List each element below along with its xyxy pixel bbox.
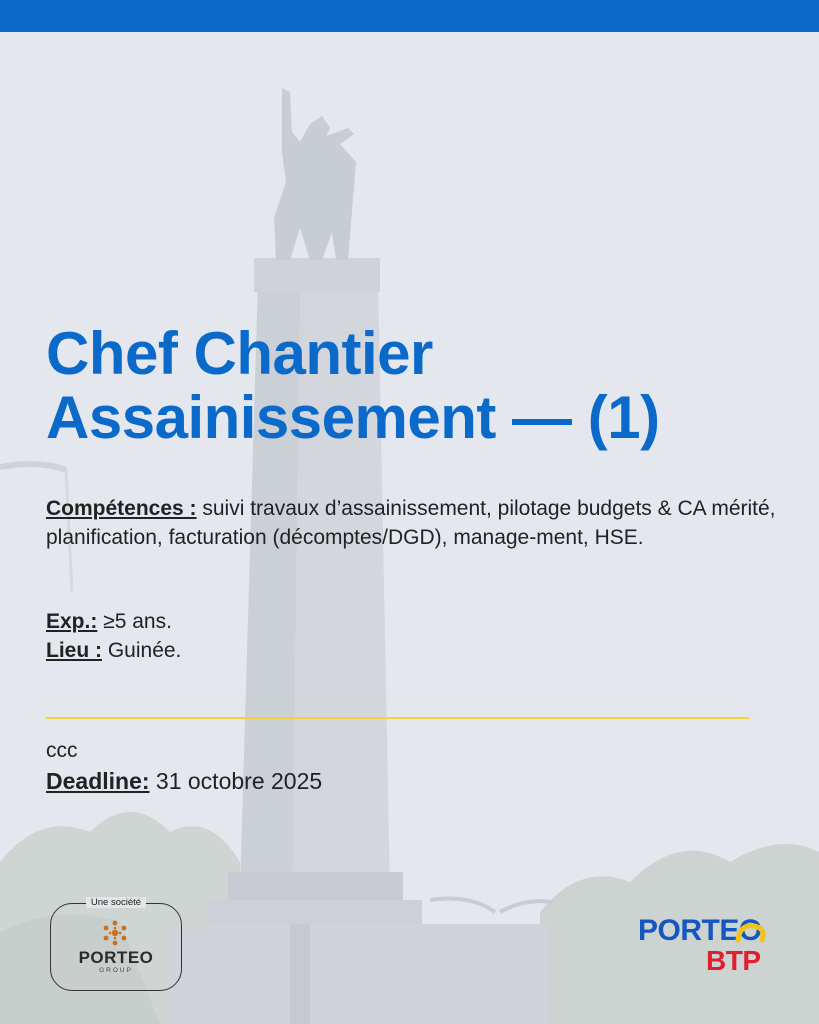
experience-value: ≥5 ans. (97, 610, 172, 633)
deadline-value: 31 octobre 2025 (149, 768, 323, 794)
job-title-line-1: Chef Chantier (46, 320, 433, 387)
badge-caption-text: Une société (86, 897, 146, 908)
badge-subtitle: GROUP (99, 967, 133, 974)
badge-caption (50, 897, 182, 908)
job-title (46, 322, 806, 450)
porteo-group-badge (50, 903, 182, 991)
ccc-text: ccc (46, 739, 78, 762)
divider-line (46, 717, 749, 719)
skills-text: suivi travaux d’assainissement, pilotage budgets & CA mérité, planification, facturation (décomptes/DGD), manage-ment, HSE. (46, 497, 776, 549)
experience-line (46, 607, 172, 636)
porteo-group-logo-icon (99, 919, 131, 947)
job-title-line-2: Assainissement — (1) (46, 384, 660, 451)
brand-bottom-text: BTP (706, 945, 761, 976)
brand-top-text: PORTEO (638, 914, 762, 947)
skills-paragraph (46, 494, 798, 552)
experience-label: Exp.: (46, 610, 98, 633)
deadline-line (46, 766, 322, 796)
badge-name: PORTEO (78, 948, 154, 967)
porteo-btp-logo (638, 914, 778, 980)
location-line (46, 636, 181, 665)
location-value: Guinée. (102, 639, 182, 662)
top-accent-bar (0, 0, 819, 32)
location-label: Lieu : (46, 639, 102, 662)
deadline-label: Deadline: (46, 768, 150, 794)
skills-label: Compétences : (46, 497, 197, 520)
